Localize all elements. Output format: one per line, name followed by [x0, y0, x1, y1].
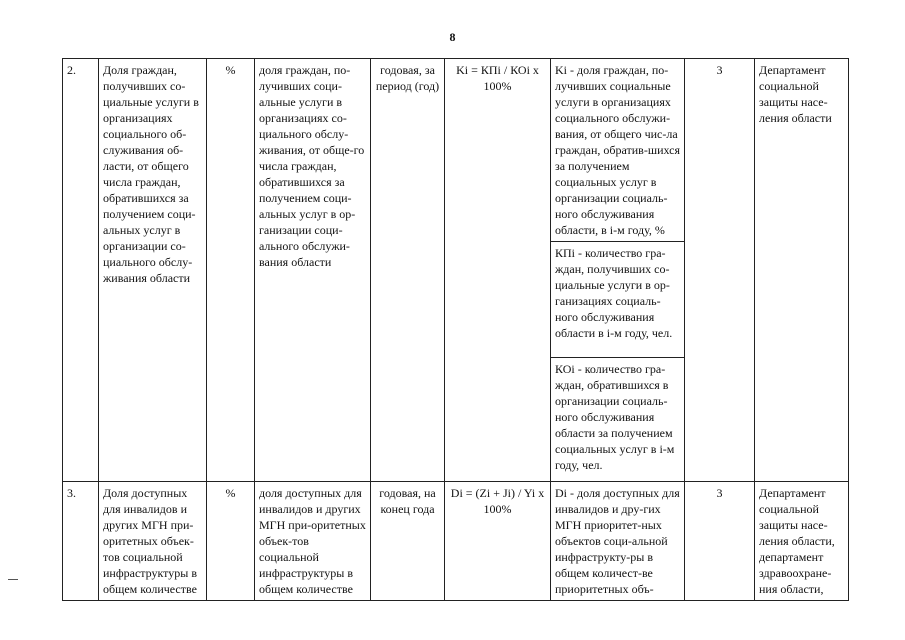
- indicator-name: Доля доступных для инвалидов и других МГН при-оритетных объек-тов социальной инфраструктуры в общем количестве: [99, 482, 207, 601]
- margin-mark: [8, 579, 18, 580]
- table-row: [63, 59, 849, 242]
- formula-component: КПi - количество гра-ждан, получивших со-циальные услуги в ор-ганизациях социаль-ного обслуживания области в i-м году, чел.: [551, 242, 685, 358]
- table-row: [63, 482, 849, 601]
- indicator-table: [62, 58, 849, 601]
- indicator-definition: доля граждан, по-лучивших соци-альные услуги в организациях со-циального обслу-живания, от обще-го числа граждан, обратившихся за получением соци-альных услуг в ор-ганизации соци-ального обслужи-вания области: [255, 59, 371, 482]
- formula: Di = (Zi + Ji) / Yi х 100%: [445, 482, 551, 601]
- unit: %: [207, 59, 255, 482]
- responsible-body: Департамент социальной защиты насе-ления области: [755, 59, 849, 482]
- page-number: 8: [449, 30, 456, 44]
- periodicity: годовая, за период (год): [371, 59, 445, 482]
- row-number: 3.: [63, 482, 99, 601]
- responsible-body: Департамент социальной защиты насе-ления области, департамент здравоохране-ния области,: [755, 482, 849, 601]
- formula-component: КОi - количество гра-ждан, обратившихся в организации социаль-ного обслуживания области за получением социальных услуг в i-м году, чел.: [551, 358, 685, 482]
- row-number: 2.: [63, 59, 99, 482]
- unit: %: [207, 482, 255, 601]
- periodicity: годовая, на конец года: [371, 482, 445, 601]
- formula-component: Ki - доля граждан, по-лучивших социальные услуги в организациях социального обслужи-вания, от общего чис-ла граждан, обратив-шихся за получением социальных услуг в организации социаль-ного обслуживания области, в i-м году, %: [551, 59, 685, 242]
- formula: Ki = КПi / КОi х 100%: [445, 59, 551, 482]
- indicator-definition: доля доступных для инвалидов и других МГН при-оритетных объек-тов социальной инфраструктуры в общем количестве: [255, 482, 371, 601]
- method-code: 3: [685, 482, 755, 601]
- indicator-name: Доля граждан, получивших со-циальные услуги в организациях социального об-служивания об-ласти, от общего числа граждан, обратившихся за получением соци-альных услуг в организации со-циального обслу-живания области: [99, 59, 207, 482]
- method-code: 3: [685, 59, 755, 482]
- formula-component: Di - доля доступных для инвалидов и дру-гих МГН приоритет-ных объектов соци-альной инфраструкту-ры в общем количест-ве приоритетных объ-: [551, 482, 685, 601]
